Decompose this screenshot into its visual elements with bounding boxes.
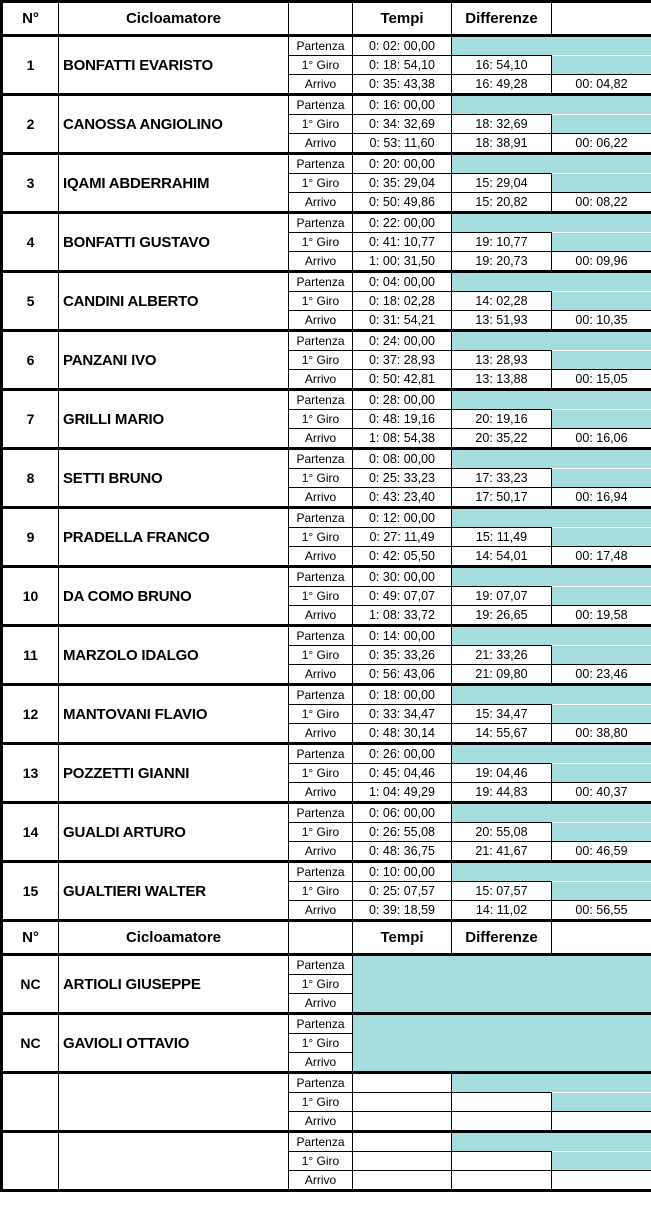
arrivo-gap-cell: 00: 15,05: [552, 370, 651, 390]
giro-tempo-cell: [353, 1152, 452, 1171]
phase-label-arrivo: Arrivo: [289, 252, 353, 272]
rider-row-partenza: [2, 95, 651, 115]
phase-label-arrivo: Arrivo: [289, 783, 353, 803]
phase-label-arrivo: Arrivo: [289, 547, 353, 567]
rider-number-cell: 15: [2, 862, 59, 921]
header-differenze: Differenze: [452, 2, 552, 36]
rider-name-cell: [59, 1073, 289, 1132]
arrivo-tempo-cell: 0: 48: 30,14: [353, 724, 452, 744]
header-cicloamatore: Cicloamatore: [59, 2, 289, 36]
phase-label-partenza: Partenza: [289, 1073, 353, 1093]
header-tempi: Tempi: [353, 2, 452, 36]
rider-number-cell: [2, 1132, 59, 1191]
phase-label-giro: 1° Giro: [289, 115, 353, 134]
header-differenze: Differenze: [452, 921, 552, 955]
phase-label-giro: 1° Giro: [289, 469, 353, 488]
rider-name-cell: CANOSSA ANGIOLINO: [59, 95, 289, 154]
phase-label-partenza: Partenza: [289, 1014, 353, 1034]
rider-row-partenza: [2, 213, 651, 233]
arrivo-gap-cell: 00: 17,48: [552, 547, 651, 567]
highlight-cell: [552, 882, 651, 901]
highlight-cell: [452, 862, 651, 882]
rider-name-cell: PRADELLA FRANCO: [59, 508, 289, 567]
highlight-cell: [452, 1132, 651, 1152]
arrivo-differenza-cell: 17: 50,17: [452, 488, 552, 508]
phase-label-giro: 1° Giro: [289, 351, 353, 370]
arrivo-tempo-cell: 1: 08: 54,38: [353, 429, 452, 449]
rider-row-partenza: [2, 449, 651, 469]
rider-number-cell: 11: [2, 626, 59, 685]
arrivo-tempo-cell: 0: 35: 43,38: [353, 75, 452, 95]
highlight-cell: [552, 528, 651, 547]
phase-label-arrivo: Arrivo: [289, 842, 353, 862]
phase-label-arrivo: Arrivo: [289, 311, 353, 331]
giro-differenza-cell: 16: 54,10: [452, 56, 552, 75]
phase-label-partenza: Partenza: [289, 685, 353, 705]
phase-label-giro: 1° Giro: [289, 705, 353, 724]
rider-row-partenza: [2, 626, 651, 646]
phase-label-partenza: Partenza: [289, 154, 353, 174]
highlight-cell: [552, 1093, 651, 1112]
header-number: N°: [2, 921, 59, 955]
blank-rows-section: [2, 1073, 651, 1191]
partenza-tempo-cell: 0: 06: 00,00: [353, 803, 452, 823]
rider-number-cell: 14: [2, 803, 59, 862]
rider-number-cell: 4: [2, 213, 59, 272]
arrivo-differenza-cell: 19: 44,83: [452, 783, 552, 803]
arrivo-differenza-cell: 14: 55,67: [452, 724, 552, 744]
rider-name-cell: GUALDI ARTURO: [59, 803, 289, 862]
rider-row-partenza: [2, 1073, 651, 1093]
header-tempi: Tempi: [353, 921, 452, 955]
table-header-row: [2, 2, 651, 36]
mid-header-section: [2, 921, 651, 955]
rider-name-cell: PANZANI IVO: [59, 331, 289, 390]
giro-differenza-cell: 15: 34,47: [452, 705, 552, 724]
rider-name-cell: BONFATTI GUSTAVO: [59, 213, 289, 272]
arrivo-tempo-cell: 0: 43: 23,40: [353, 488, 452, 508]
giro-differenza-cell: 18: 32,69: [452, 115, 552, 134]
rider-name-cell: CANDINI ALBERTO: [59, 272, 289, 331]
arrivo-gap-cell: 00: 46,59: [552, 842, 651, 862]
rider-row-partenza: [2, 36, 651, 56]
highlight-cell: [452, 272, 651, 292]
rider-name-cell: ARTIOLI GIUSEPPE: [59, 955, 289, 1014]
highlight-cell: [552, 764, 651, 783]
arrivo-gap-cell: [552, 1112, 651, 1132]
arrivo-tempo-cell: [353, 1112, 452, 1132]
phase-label-giro: 1° Giro: [289, 233, 353, 252]
highlight-cell: [452, 803, 651, 823]
phase-label-giro: 1° Giro: [289, 1152, 353, 1171]
phase-label-arrivo: Arrivo: [289, 75, 353, 95]
arrivo-gap-cell: 00: 09,96: [552, 252, 651, 272]
rider-name-cell: BONFATTI EVARISTO: [59, 36, 289, 95]
phase-label-partenza: Partenza: [289, 390, 353, 410]
arrivo-differenza-cell: 13: 51,93: [452, 311, 552, 331]
header-phase-empty: [289, 921, 353, 955]
partenza-tempo-cell: 0: 16: 00,00: [353, 95, 452, 115]
arrivo-tempo-cell: 1: 08: 33,72: [353, 606, 452, 626]
partenza-tempo-cell: 0: 22: 00,00: [353, 213, 452, 233]
phase-label-partenza: Partenza: [289, 95, 353, 115]
phase-label-giro: 1° Giro: [289, 174, 353, 193]
rider-row-partenza: [2, 685, 651, 705]
highlight-cell: [353, 955, 651, 1014]
highlight-cell: [452, 508, 651, 528]
arrivo-tempo-cell: 0: 50: 42,81: [353, 370, 452, 390]
nc-rider-row-partenza: [2, 1014, 651, 1034]
giro-differenza-cell: [452, 1152, 552, 1171]
arrivo-tempo-cell: 0: 56: 43,06: [353, 665, 452, 685]
phase-label-arrivo: Arrivo: [289, 724, 353, 744]
rider-number-cell: 1: [2, 36, 59, 95]
top-header: [2, 2, 651, 36]
giro-tempo-cell: 0: 26: 55,08: [353, 823, 452, 842]
rider-number-cell: NC: [2, 1014, 59, 1073]
rider-name-cell: GUALTIERI WALTER: [59, 862, 289, 921]
arrivo-gap-cell: 00: 10,35: [552, 311, 651, 331]
highlight-cell: [452, 685, 651, 705]
rider-number-cell: 3: [2, 154, 59, 213]
rider-row-partenza: [2, 567, 651, 587]
giro-tempo-cell: 0: 25: 07,57: [353, 882, 452, 901]
arrivo-differenza-cell: 14: 54,01: [452, 547, 552, 567]
rider-number-cell: 10: [2, 567, 59, 626]
rider-name-cell: GRILLI MARIO: [59, 390, 289, 449]
highlight-cell: [552, 351, 651, 370]
giro-differenza-cell: 15: 29,04: [452, 174, 552, 193]
highlight-cell: [452, 36, 651, 56]
giro-tempo-cell: 0: 41: 10,77: [353, 233, 452, 252]
highlight-cell: [452, 449, 651, 469]
table-header-row: [2, 921, 651, 955]
giro-tempo-cell: 0: 48: 19,16: [353, 410, 452, 429]
arrivo-differenza-cell: 18: 38,91: [452, 134, 552, 154]
rider-name-cell: POZZETTI GIANNI: [59, 744, 289, 803]
phase-label-giro: 1° Giro: [289, 882, 353, 901]
rider-row-partenza: [2, 803, 651, 823]
rider-number-cell: 8: [2, 449, 59, 508]
arrivo-gap-cell: 00: 06,22: [552, 134, 651, 154]
phase-label-giro: 1° Giro: [289, 410, 353, 429]
giro-tempo-cell: 0: 33: 34,47: [353, 705, 452, 724]
arrivo-gap-cell: 00: 08,22: [552, 193, 651, 213]
arrivo-tempo-cell: 0: 31: 54,21: [353, 311, 452, 331]
giro-tempo-cell: 0: 18: 02,28: [353, 292, 452, 311]
rider-name-cell: DA COMO BRUNO: [59, 567, 289, 626]
partenza-tempo-cell: 0: 30: 00,00: [353, 567, 452, 587]
arrivo-tempo-cell: 0: 39: 18,59: [353, 901, 452, 921]
rider-row-partenza: [2, 744, 651, 764]
rider-name-cell: [59, 1132, 289, 1191]
phase-label-arrivo: Arrivo: [289, 665, 353, 685]
highlight-cell: [353, 1014, 651, 1073]
rider-name-cell: SETTI BRUNO: [59, 449, 289, 508]
rider-number-cell: 12: [2, 685, 59, 744]
rider-number-cell: 7: [2, 390, 59, 449]
highlight-cell: [552, 823, 651, 842]
phase-label-arrivo: Arrivo: [289, 429, 353, 449]
arrivo-tempo-cell: 0: 42: 05,50: [353, 547, 452, 567]
header-phase-empty: [289, 2, 353, 36]
nc-rider-row-partenza: [2, 955, 651, 975]
giro-differenza-cell: 19: 04,46: [452, 764, 552, 783]
arrivo-gap-cell: [552, 1171, 651, 1191]
phase-label-giro: 1° Giro: [289, 292, 353, 311]
phase-label-partenza: Partenza: [289, 862, 353, 882]
highlight-cell: [552, 233, 651, 252]
arrivo-gap-cell: 00: 16,94: [552, 488, 651, 508]
giro-tempo-cell: 0: 18: 54,10: [353, 56, 452, 75]
rider-number-cell: NC: [2, 955, 59, 1014]
highlight-cell: [552, 1152, 651, 1171]
classified-riders-section: [2, 36, 651, 921]
phase-label-arrivo: Arrivo: [289, 606, 353, 626]
highlight-cell: [552, 587, 651, 606]
phase-label-partenza: Partenza: [289, 331, 353, 351]
rider-name-cell: GAVIOLI OTTAVIO: [59, 1014, 289, 1073]
rider-name-cell: MANTOVANI FLAVIO: [59, 685, 289, 744]
arrivo-differenza-cell: 21: 09,80: [452, 665, 552, 685]
phase-label-partenza: Partenza: [289, 626, 353, 646]
rider-number-cell: 9: [2, 508, 59, 567]
phase-label-partenza: Partenza: [289, 744, 353, 764]
giro-tempo-cell: [353, 1093, 452, 1112]
giro-differenza-cell: 20: 55,08: [452, 823, 552, 842]
giro-differenza-cell: 15: 11,49: [452, 528, 552, 547]
giro-tempo-cell: 0: 37: 28,93: [353, 351, 452, 370]
rider-row-partenza: [2, 272, 651, 292]
highlight-cell: [452, 626, 651, 646]
giro-tempo-cell: 0: 34: 32,69: [353, 115, 452, 134]
phase-label-partenza: Partenza: [289, 1132, 353, 1152]
highlight-cell: [552, 174, 651, 193]
phase-label-partenza: Partenza: [289, 213, 353, 233]
phase-label-arrivo: Arrivo: [289, 994, 353, 1014]
arrivo-tempo-cell: 0: 53: 11,60: [353, 134, 452, 154]
giro-tempo-cell: 0: 49: 07,07: [353, 587, 452, 606]
giro-differenza-cell: 15: 07,57: [452, 882, 552, 901]
partenza-tempo-cell: 0: 12: 00,00: [353, 508, 452, 528]
phase-label-giro: 1° Giro: [289, 1093, 353, 1112]
header-cicloamatore: Cicloamatore: [59, 921, 289, 955]
rider-row-partenza: [2, 331, 651, 351]
phase-label-partenza: Partenza: [289, 955, 353, 975]
highlight-cell: [552, 705, 651, 724]
phase-label-partenza: Partenza: [289, 272, 353, 292]
rider-row-partenza: [2, 390, 651, 410]
arrivo-differenza-cell: 20: 35,22: [452, 429, 552, 449]
highlight-cell: [552, 115, 651, 134]
phase-label-giro: 1° Giro: [289, 56, 353, 75]
highlight-cell: [552, 410, 651, 429]
rider-number-cell: 5: [2, 272, 59, 331]
phase-label-partenza: Partenza: [289, 36, 353, 56]
arrivo-tempo-cell: 0: 50: 49,86: [353, 193, 452, 213]
phase-label-giro: 1° Giro: [289, 764, 353, 783]
arrivo-differenza-cell: 15: 20,82: [452, 193, 552, 213]
arrivo-tempo-cell: 1: 04: 49,29: [353, 783, 452, 803]
rider-number-cell: 6: [2, 331, 59, 390]
giro-tempo-cell: 0: 27: 11,49: [353, 528, 452, 547]
arrivo-differenza-cell: 16: 49,28: [452, 75, 552, 95]
partenza-tempo-cell: 0: 28: 00,00: [353, 390, 452, 410]
giro-differenza-cell: 21: 33,26: [452, 646, 552, 665]
arrivo-gap-cell: 00: 04,82: [552, 75, 651, 95]
header-number: N°: [2, 2, 59, 36]
arrivo-differenza-cell: [452, 1171, 552, 1191]
header-gap-empty: [552, 2, 651, 36]
rider-row-partenza: [2, 862, 651, 882]
rider-name-cell: IQAMI ABDERRAHIM: [59, 154, 289, 213]
partenza-tempo-cell: 0: 08: 00,00: [353, 449, 452, 469]
partenza-tempo-cell: 0: 26: 00,00: [353, 744, 452, 764]
phase-label-giro: 1° Giro: [289, 587, 353, 606]
partenza-tempo-cell: 0: 14: 00,00: [353, 626, 452, 646]
phase-label-arrivo: Arrivo: [289, 901, 353, 921]
arrivo-tempo-cell: [353, 1171, 452, 1191]
highlight-cell: [452, 1073, 651, 1093]
highlight-cell: [452, 331, 651, 351]
highlight-cell: [552, 469, 651, 488]
rider-name-cell: MARZOLO IDALGO: [59, 626, 289, 685]
highlight-cell: [552, 56, 651, 75]
highlight-cell: [452, 154, 651, 174]
highlight-cell: [452, 744, 651, 764]
phase-label-arrivo: Arrivo: [289, 370, 353, 390]
phase-label-giro: 1° Giro: [289, 1034, 353, 1053]
partenza-tempo-cell: 0: 04: 00,00: [353, 272, 452, 292]
partenza-tempo-cell: [353, 1073, 452, 1093]
giro-differenza-cell: 14: 02,28: [452, 292, 552, 311]
rider-number-cell: 13: [2, 744, 59, 803]
phase-label-partenza: Partenza: [289, 508, 353, 528]
arrivo-differenza-cell: 19: 20,73: [452, 252, 552, 272]
arrivo-differenza-cell: [452, 1112, 552, 1132]
partenza-tempo-cell: 0: 10: 00,00: [353, 862, 452, 882]
giro-tempo-cell: 0: 35: 29,04: [353, 174, 452, 193]
phase-label-arrivo: Arrivo: [289, 488, 353, 508]
phase-label-arrivo: Arrivo: [289, 1112, 353, 1132]
arrivo-differenza-cell: 13: 13,88: [452, 370, 552, 390]
partenza-tempo-cell: 0: 02: 00,00: [353, 36, 452, 56]
phase-label-arrivo: Arrivo: [289, 193, 353, 213]
giro-differenza-cell: 19: 07,07: [452, 587, 552, 606]
highlight-cell: [552, 292, 651, 311]
rider-number-cell: 2: [2, 95, 59, 154]
highlight-cell: [452, 567, 651, 587]
giro-differenza-cell: 19: 10,77: [452, 233, 552, 252]
giro-differenza-cell: 13: 28,93: [452, 351, 552, 370]
giro-differenza-cell: 20: 19,16: [452, 410, 552, 429]
partenza-tempo-cell: [353, 1132, 452, 1152]
arrivo-gap-cell: 00: 40,37: [552, 783, 651, 803]
highlight-cell: [552, 646, 651, 665]
phase-label-partenza: Partenza: [289, 449, 353, 469]
header-gap-empty: [552, 921, 651, 955]
partenza-tempo-cell: 0: 18: 00,00: [353, 685, 452, 705]
giro-differenza-cell: [452, 1093, 552, 1112]
giro-tempo-cell: 0: 25: 33,23: [353, 469, 452, 488]
phase-label-giro: 1° Giro: [289, 528, 353, 547]
arrivo-differenza-cell: 21: 41,67: [452, 842, 552, 862]
highlight-cell: [452, 390, 651, 410]
arrivo-tempo-cell: 0: 48: 36,75: [353, 842, 452, 862]
phase-label-giro: 1° Giro: [289, 823, 353, 842]
phase-label-arrivo: Arrivo: [289, 134, 353, 154]
highlight-cell: [452, 95, 651, 115]
phase-label-partenza: Partenza: [289, 803, 353, 823]
giro-tempo-cell: 0: 35: 33,26: [353, 646, 452, 665]
rider-number-cell: [2, 1073, 59, 1132]
arrivo-gap-cell: 00: 19,58: [552, 606, 651, 626]
partenza-tempo-cell: 0: 20: 00,00: [353, 154, 452, 174]
arrivo-tempo-cell: 1: 00: 31,50: [353, 252, 452, 272]
phase-label-arrivo: Arrivo: [289, 1053, 353, 1073]
giro-tempo-cell: 0: 45: 04,46: [353, 764, 452, 783]
not-classified-section: [2, 955, 651, 1073]
phase-label-giro: 1° Giro: [289, 975, 353, 994]
highlight-cell: [452, 213, 651, 233]
phase-label-arrivo: Arrivo: [289, 1171, 353, 1191]
arrivo-gap-cell: 00: 56,55: [552, 901, 651, 921]
arrivo-gap-cell: 00: 16,06: [552, 429, 651, 449]
phase-label-partenza: Partenza: [289, 567, 353, 587]
rider-row-partenza: [2, 1132, 651, 1152]
arrivo-differenza-cell: 19: 26,65: [452, 606, 552, 626]
rider-row-partenza: [2, 508, 651, 528]
phase-label-giro: 1° Giro: [289, 646, 353, 665]
partenza-tempo-cell: 0: 24: 00,00: [353, 331, 452, 351]
giro-differenza-cell: 17: 33,23: [452, 469, 552, 488]
arrivo-differenza-cell: 14: 11,02: [452, 901, 552, 921]
arrivo-gap-cell: 00: 38,80: [552, 724, 651, 744]
rider-row-partenza: [2, 154, 651, 174]
arrivo-gap-cell: 00: 23,46: [552, 665, 651, 685]
